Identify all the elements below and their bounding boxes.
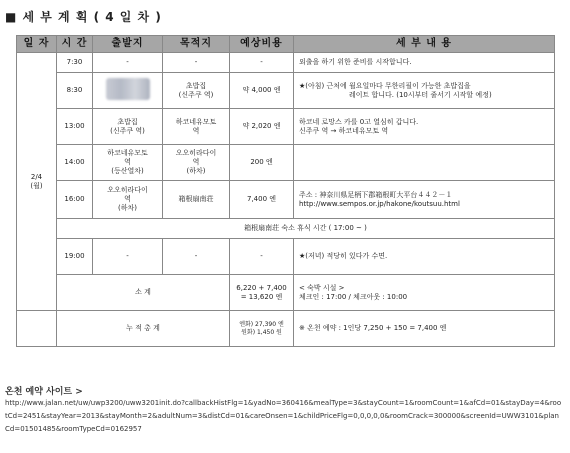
departure-cell: - [93,239,163,275]
cost-cell: - [230,53,294,73]
page-title: ■ 세 부 계 획 ( 4 일 차 ) [5,10,162,24]
total-spacer [17,311,57,347]
hotel-link[interactable]: http://www.sempos.or.jp/hakone/koutsuu.html [299,199,460,208]
departure-cell: - [93,53,163,73]
subtotal-label: 소 계 [57,275,230,311]
date-cell [17,53,57,311]
date-value: 2/4 [30,172,43,181]
checkin-row [17,219,555,239]
time-cell: 14:00 [57,145,93,181]
table-row [17,109,555,145]
cost-cell: - [230,239,294,275]
header-detail: 세 부 내 용 [294,36,555,53]
destination-cell: 오오히라다이 역 (하차) [163,145,230,181]
cost-cell: 200 엔 [230,145,294,181]
cost-cell: 약 4,000 엔 [230,73,294,109]
table-row [17,53,555,73]
departure-cell: 오오히라다이 역 (하차) [93,181,163,219]
total-detail: ※ 온천 예약 : 1인당 7,250 + 150 = 7,400 엔 [294,311,555,347]
time-cell: 8:30 [57,73,93,109]
checkin-note: 箱根扇南荘 숙소 휴식 시간 ( 17:00 ~ ) [57,219,555,239]
header-cost: 예상비용 [230,36,294,53]
total-label: 누 적 총 계 [57,311,230,347]
time-cell: 19:00 [57,239,93,275]
table-row [17,145,555,181]
schedule-table [16,35,555,347]
departure-cell [93,73,163,109]
detail-cell: ★(저녁) 적당히 있다가 수면. [294,239,555,275]
departure-cell: 초밥집 (신주쿠 역) [93,109,163,145]
total-cost: 엔화) 27,390 엔 원화) 1,450 원 [230,311,294,347]
destination-cell: 하코네유모토 역 [163,109,230,145]
reservation-url-link[interactable]: http://www.jalan.net/uw/uwp3200/uww3201init.do?callbackHistFlg=1&yadNo=360416&mealType=3&stayCount=1&roomCount=1&afCd=01&stayDay=4&rootCd=2451&stayYear=2013&stayMonth=2&adultNum=3&distCd=01&careOnsen=1&childPriceFlg=0,0,0,0,0&roomCrack=300000&screenId=UWW3101&planCd=01501485&roomTypeCd=0162957 [5,399,562,433]
header-destination: 목적지 [163,36,230,53]
destination-cell: - [163,53,230,73]
subtotal-row [17,275,555,311]
table-row [17,239,555,275]
cost-cell: 7,400 엔 [230,181,294,219]
table-row [17,73,555,109]
reservation-site-title: 온천 예약 사이트 > [5,387,83,397]
destination-cell: - [163,239,230,275]
header-time: 시 간 [57,36,93,53]
header-departure: 출발지 [93,36,163,53]
destination-cell: 箱根扇南荘 [163,181,230,219]
detail-cell: 외출을 하기 위한 준비를 시작합니다. [294,53,555,73]
subtotal-detail: < 숙박 시설 > 체크인 : 17:00 / 체크아웃 : 10:00 [294,275,555,311]
table-row [17,181,555,219]
time-cell: 16:00 [57,181,93,219]
cost-cell: 약 2,020 엔 [230,109,294,145]
detail-cell: 하코네 로망스 카를 0고 열심히 갑니다. 신주쿠 역 → 하코네유모토 역 [294,109,555,145]
detail-cell: ★(아침) 근처에 월요일마다 무한리필이 가능한 초밥집을 레이트 합니다. (10시부터 줄서기 시작할 예정) [294,73,555,109]
time-cell: 13:00 [57,109,93,145]
date-weekday: (월) [30,181,43,190]
blurred-location [106,78,150,100]
time-cell: 7:30 [57,53,93,73]
header-row [17,36,555,53]
subtotal-cost: 6,220 + 7,400 = 13,620 엔 [230,275,294,311]
departure-cell: 하코네유모토 역 (등산열차) [93,145,163,181]
destination-cell: 초밥집 (신주쿠 역) [163,73,230,109]
total-row [17,311,555,347]
detail-cell: 주소 : 神奈川県足柄下郡箱根町大平台４４２－１ http://www.sempos.or.jp/hakone/koutsuu.html [294,181,555,219]
detail-cell [294,145,555,181]
header-date: 일 자 [17,36,57,53]
